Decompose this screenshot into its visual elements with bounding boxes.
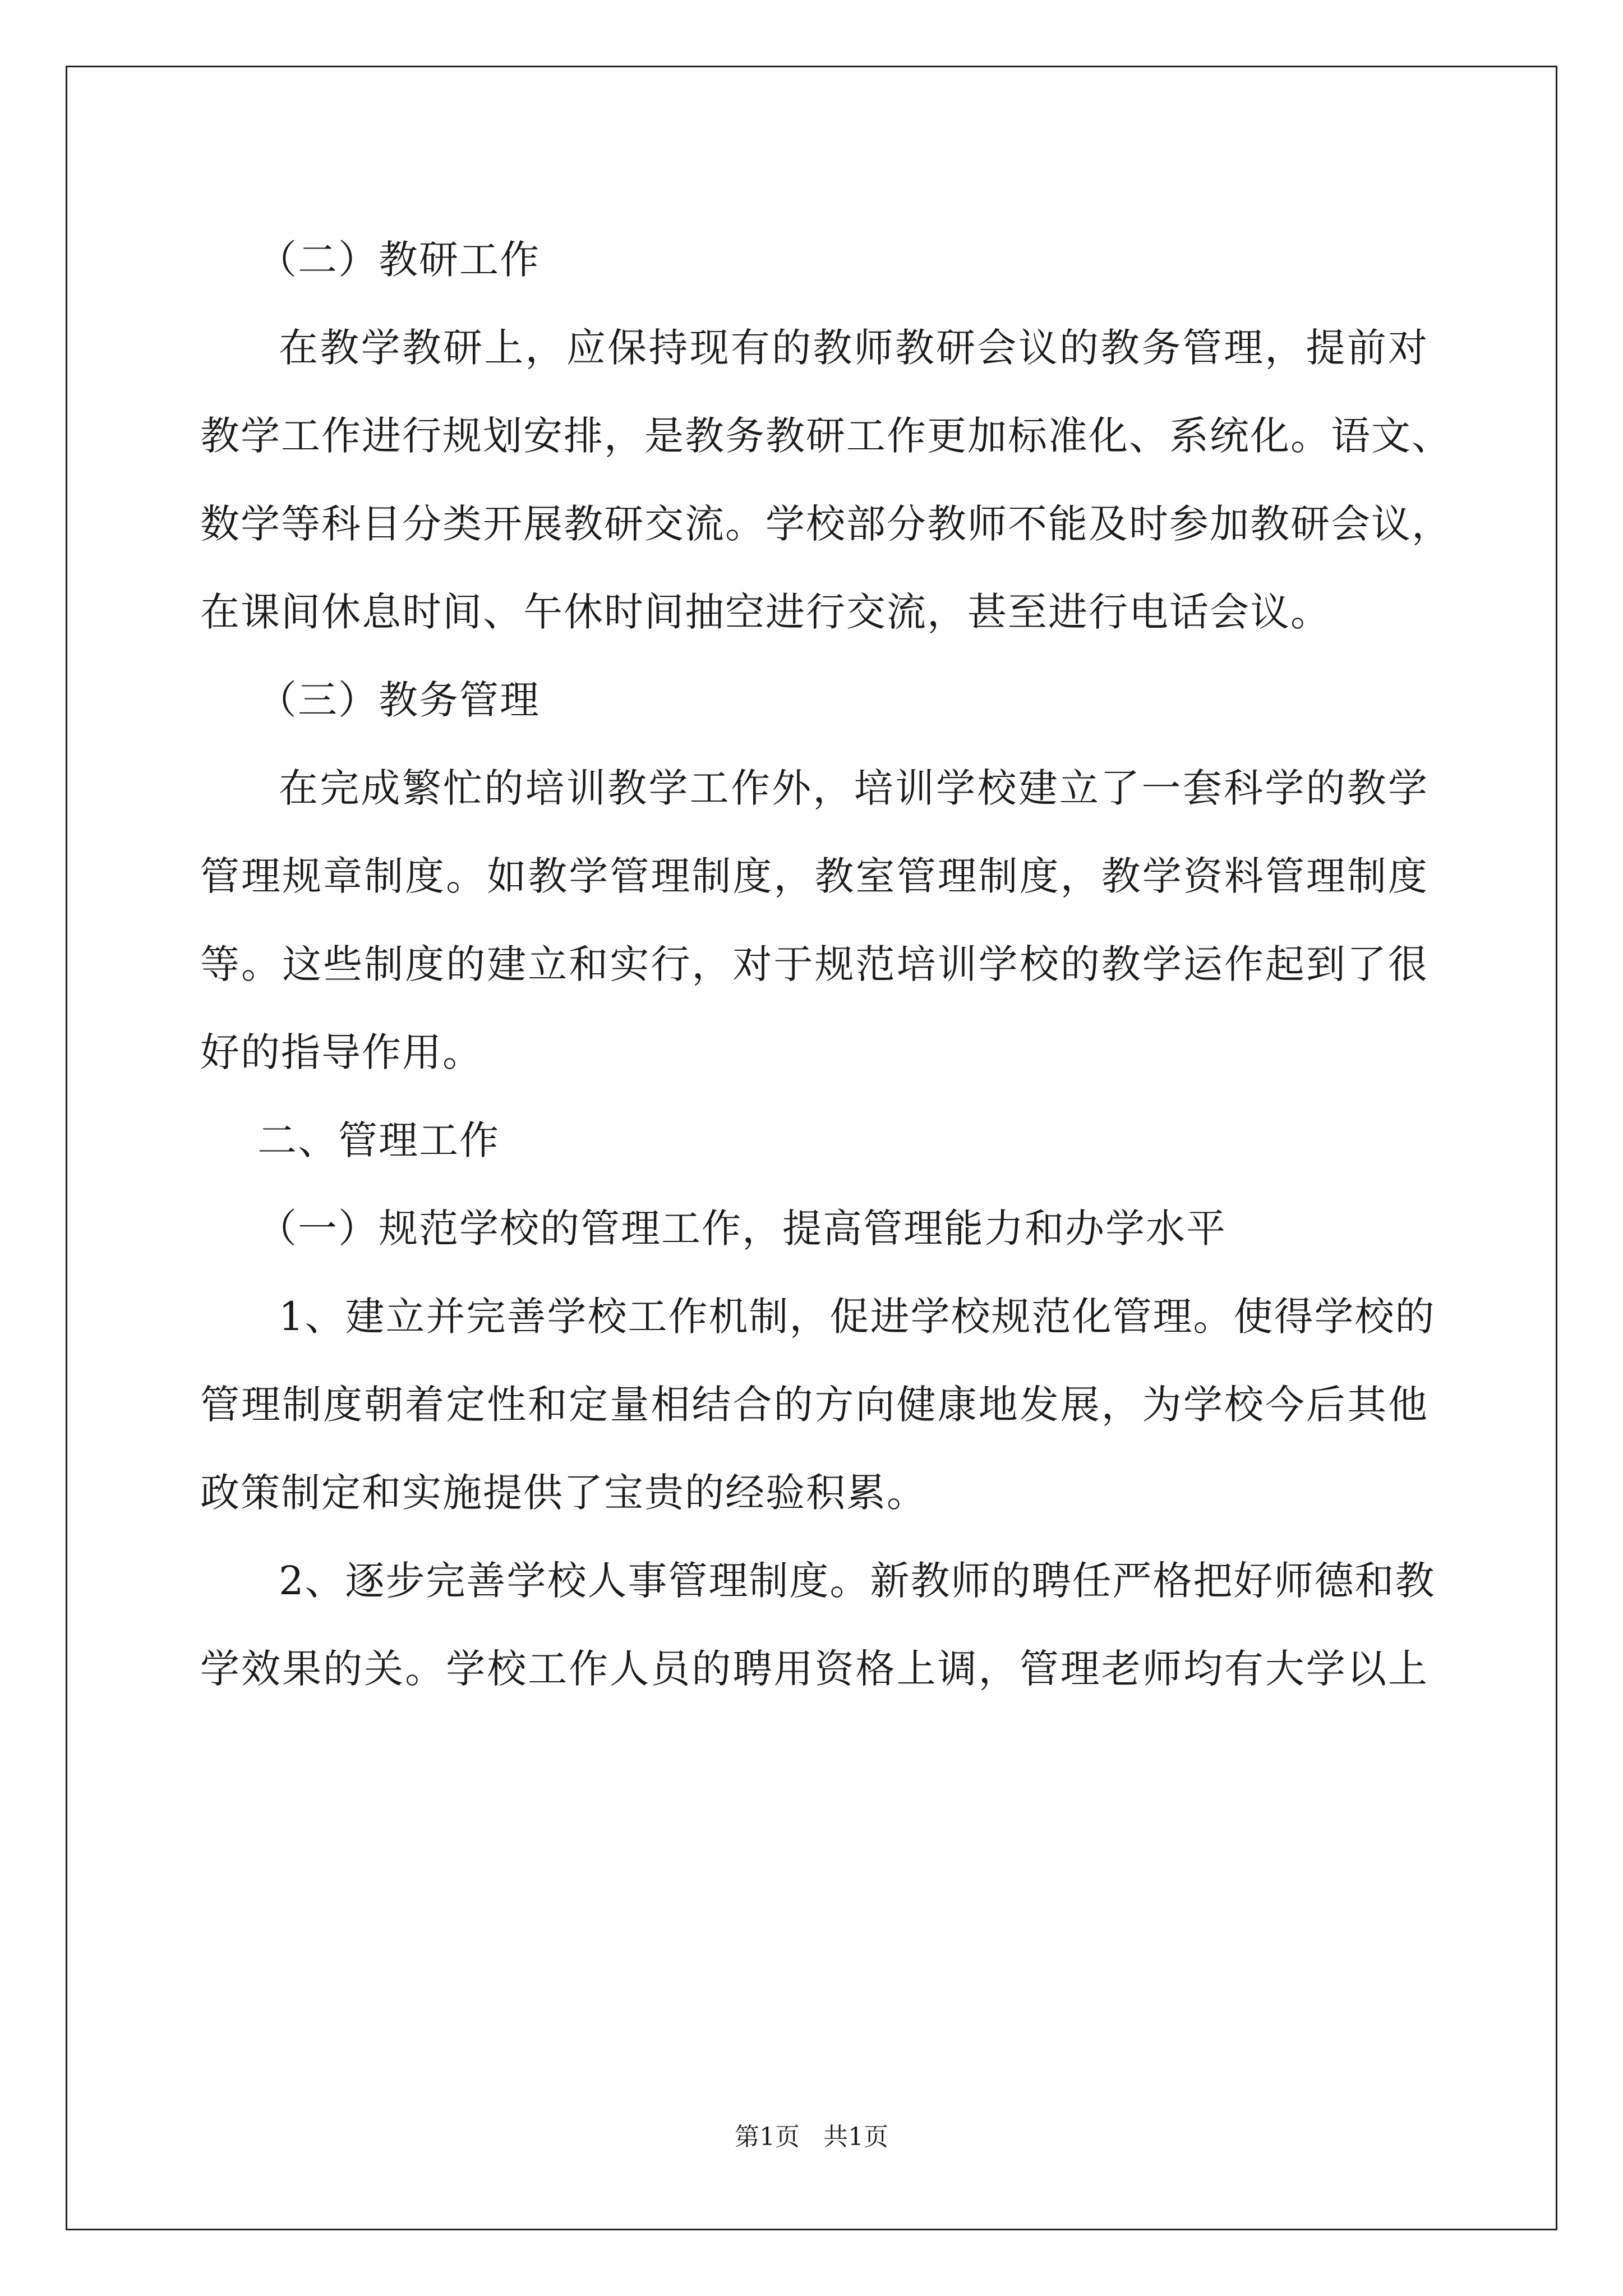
paragraph-line: 好的指导作用。 [200, 1029, 483, 1075]
paragraph-line: 教学工作进行规划安排，是教务教研工作更加标准化、系统化。语文、 [200, 413, 1452, 459]
paragraph-line: 政策制定和实施提供了宝贵的经验积累。 [200, 1470, 927, 1516]
paragraph-line: 管理规章制度。如教学管理制度，教室管理制度，教学资料管理制度 [200, 853, 1428, 899]
page-number: 第1页 [735, 2123, 800, 2151]
paragraph-line: 学效果的关。学校工作人员的聘用资格上调，管理老师均有大学以上 [200, 1646, 1428, 1692]
page-footer [0, 2120, 1623, 2154]
paragraph-line: 在完成繁忙的培训教学工作外，培训学校建立了一套科学的教学 [279, 765, 1428, 811]
paragraph-line: 2、逐步完善学校人事管理制度。新教师的聘任严格把好师德和教 [279, 1558, 1436, 1604]
section-heading-management: 二、管理工作 [257, 1117, 500, 1163]
document-body [200, 216, 1452, 1713]
section-heading-teaching-research: （二）教研工作 [257, 237, 540, 283]
section-heading-academic-affairs: （三）教务管理 [257, 677, 540, 723]
paragraph-line: 等。这些制度的建立和实行，对于规范培训学校的教学运作起到了很 [200, 941, 1428, 987]
paragraph-line: 管理制度朝着定性和定量相结合的方向健康地发展，为学校今后其他 [200, 1382, 1428, 1428]
paragraph-line: 在教学教研上，应保持现有的教师教研会议的教务管理，提前对 [279, 325, 1428, 371]
paragraph-line: 数学等科目分类开展教研交流。学校部分教师不能及时参加教研会议， [200, 501, 1452, 547]
subsection-heading: （一）规范学校的管理工作，提高管理能力和办学水平 [257, 1205, 1227, 1251]
paragraph-line: 在课间休息时间、午休时间抽空进行交流，甚至进行电话会议。 [200, 589, 1331, 635]
page-total: 共1页 [823, 2123, 888, 2151]
paragraph-line: 1、建立并完善学校工作机制，促进学校规范化管理。使得学校的 [279, 1294, 1436, 1340]
